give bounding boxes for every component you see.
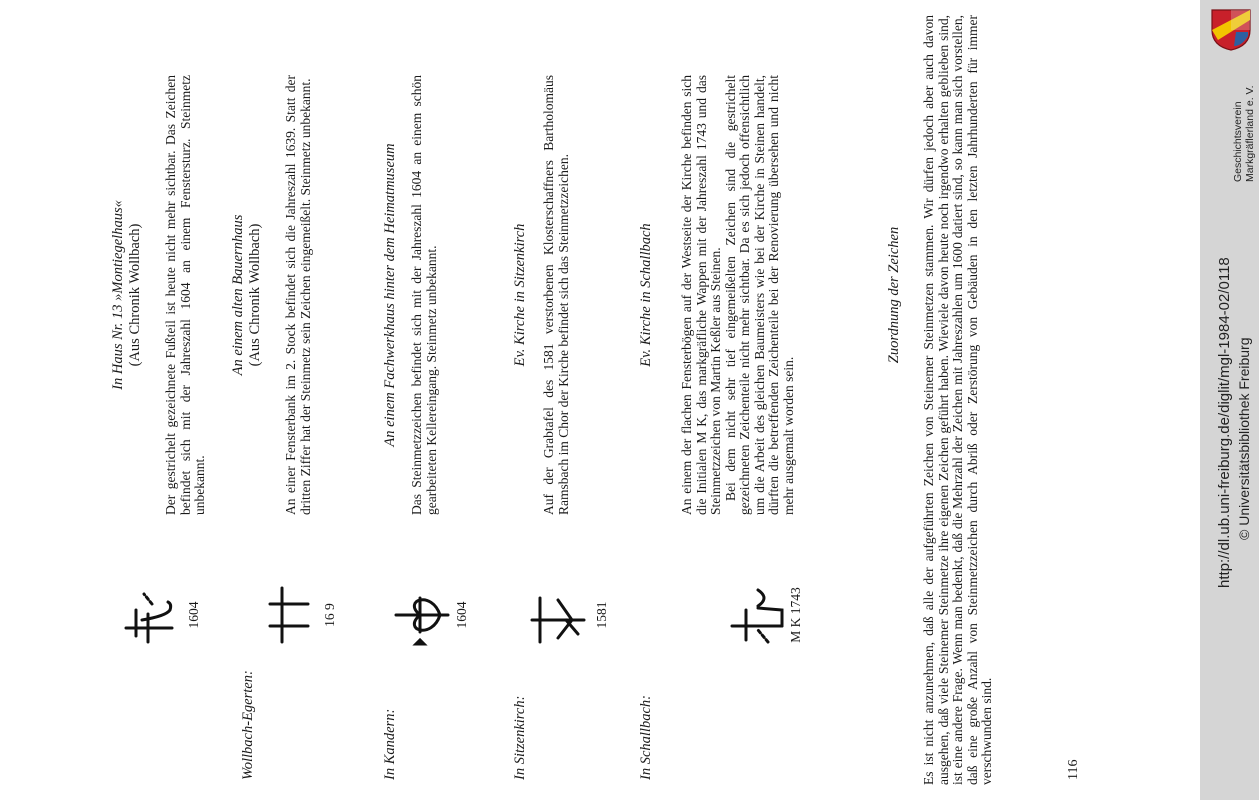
stonemason-mark-icon [260,580,320,650]
heading-title: Ev. Kirche in Schallbach [638,223,654,367]
place-label: Wollbach-Egerten: [240,670,256,780]
paragraph: Das Steinmetzzeichen befindet sich mit der Jahreszahl 1604 an einem schön gearbeiteten Kellereingang. Steinmetz unbekannt. [409,75,439,515]
paragraph: Der gestrichelt gezeichnete Fußteil ist heute nicht mehr sichtbar. Das Zeichen befindet sich mit der Jahreszahl 1604 an einem Fenstersturz. Steinmetz unbekannt. [163,75,207,515]
paragraph: An einem der flachen Fensterbögen auf der Westseite der Kirche befinden sich die Initialen M K, das markgräfliche Wappen mit der Jahreszahl 1743 und das Steinmetzzeichen von Martin Keßler aus Steinen. [679,75,723,515]
stonemason-mark-icon [528,580,588,650]
source-url-link[interactable]: http://dl.ub.uni-freiburg.de/diglit/mgl-1984-02/0118 [1216,257,1233,588]
copyright-notice: © Universitätsbibliothek Freiburg [1236,337,1252,540]
stonemason-mark-icon [122,580,182,650]
society-line1: Geschichtsverein [1232,101,1244,182]
section-heading [512,80,529,510]
section-text [410,75,439,515]
section-heading [230,80,264,510]
stonemason-mark-icon [728,580,788,650]
section-heading [110,80,144,510]
year-label: 1581 [594,601,609,629]
heading-title: In Haus Nr. 13 »Montiegelhaus« [110,200,126,390]
section-heading [382,80,399,510]
year-label: 1604 [186,601,201,629]
heading-title: An einem alten Bauernhaus [230,214,246,376]
section-text [164,75,208,515]
year-label: 16 9 [322,603,337,627]
society-line2: Markgräflerland e. V. [1244,85,1256,182]
heading-subtitle: (Aus Chronik Wollbach) [247,223,263,367]
society-name [1232,86,1256,183]
year-label: M K 1743 [788,587,803,643]
heading-title: An einem Fachwerkhaus hinter dem Heimatmuseum [382,143,398,447]
section-text [284,75,313,515]
zuordnung-paragraph: Es ist nicht anzunehmen, daß alle der aufgeführten Zeichen von Steinemer Steinmetzen stammen. Wir dürfen jedoch aber auch davon ausgehen, daß viele Steinemer Steinmetze ihre eigenen Zeichen geführt haben. Wieviele davon heute noch irgendwo erhalten geblieben sind, ist eine andere Frage. Wenn man bedenkt, daß die Mehrzahl der Zeichen mit Jahreszahlen um 1600 datiert sind, so kann man sich vorstellen, daß eine große Anzahl von Steinmetzzeichen durch Abriß oder Zerstörung von Gebäuden in den letzten Jahrhunderten für immer verschwunden sind. [921,15,994,785]
paragraph: Bei dem nicht sehr tief eingemeißelten Zeichen sind die gestrichelt gezeichneten Zeichenteile nicht mehr sichtbar. Da es sich jedoch offensichtlich um die Arbeit des gleichen Baumeisters wie bei der Kirche in Steinen handelt, dürften die betreffenden Zeichenteile bei der Renovierung übersehen und nicht mehr ausgemalt worden sein. [722,75,796,515]
paragraph: An einer Fensterbank im 2. Stock befindet sich die Jahreszahl 1639. Statt der dritten Ziffer hat der Steinmetz sein Zeichen eingemeißelt. Steinmetz unbekannt. [283,75,313,515]
section-text [680,75,796,515]
section-heading [638,80,655,510]
page-number: 116 [1066,759,1081,780]
heading-title: Ev. Kirche in Sitzenkirch [512,223,528,367]
paragraph: Auf der Grabtafel des 1581 verstorbenen Klosterschaffners Bartholomäus Ramsbach im Chor der Kirche befindet sich das Steinmetzzeichen. [541,75,571,515]
year-label: 1604 [454,601,469,629]
section-text [542,75,571,515]
crest-icon [1208,6,1254,52]
zuordnung-heading: Zuordnung der Zeichen [886,226,902,364]
stonemason-mark-icon [392,580,452,650]
place-label: In Kandern: [382,708,398,780]
heading-subtitle: (Aus Chronik Wollbach) [127,223,143,367]
place-label: In Schallbach: [638,695,654,780]
place-label: In Sitzenkirch: [512,695,528,780]
